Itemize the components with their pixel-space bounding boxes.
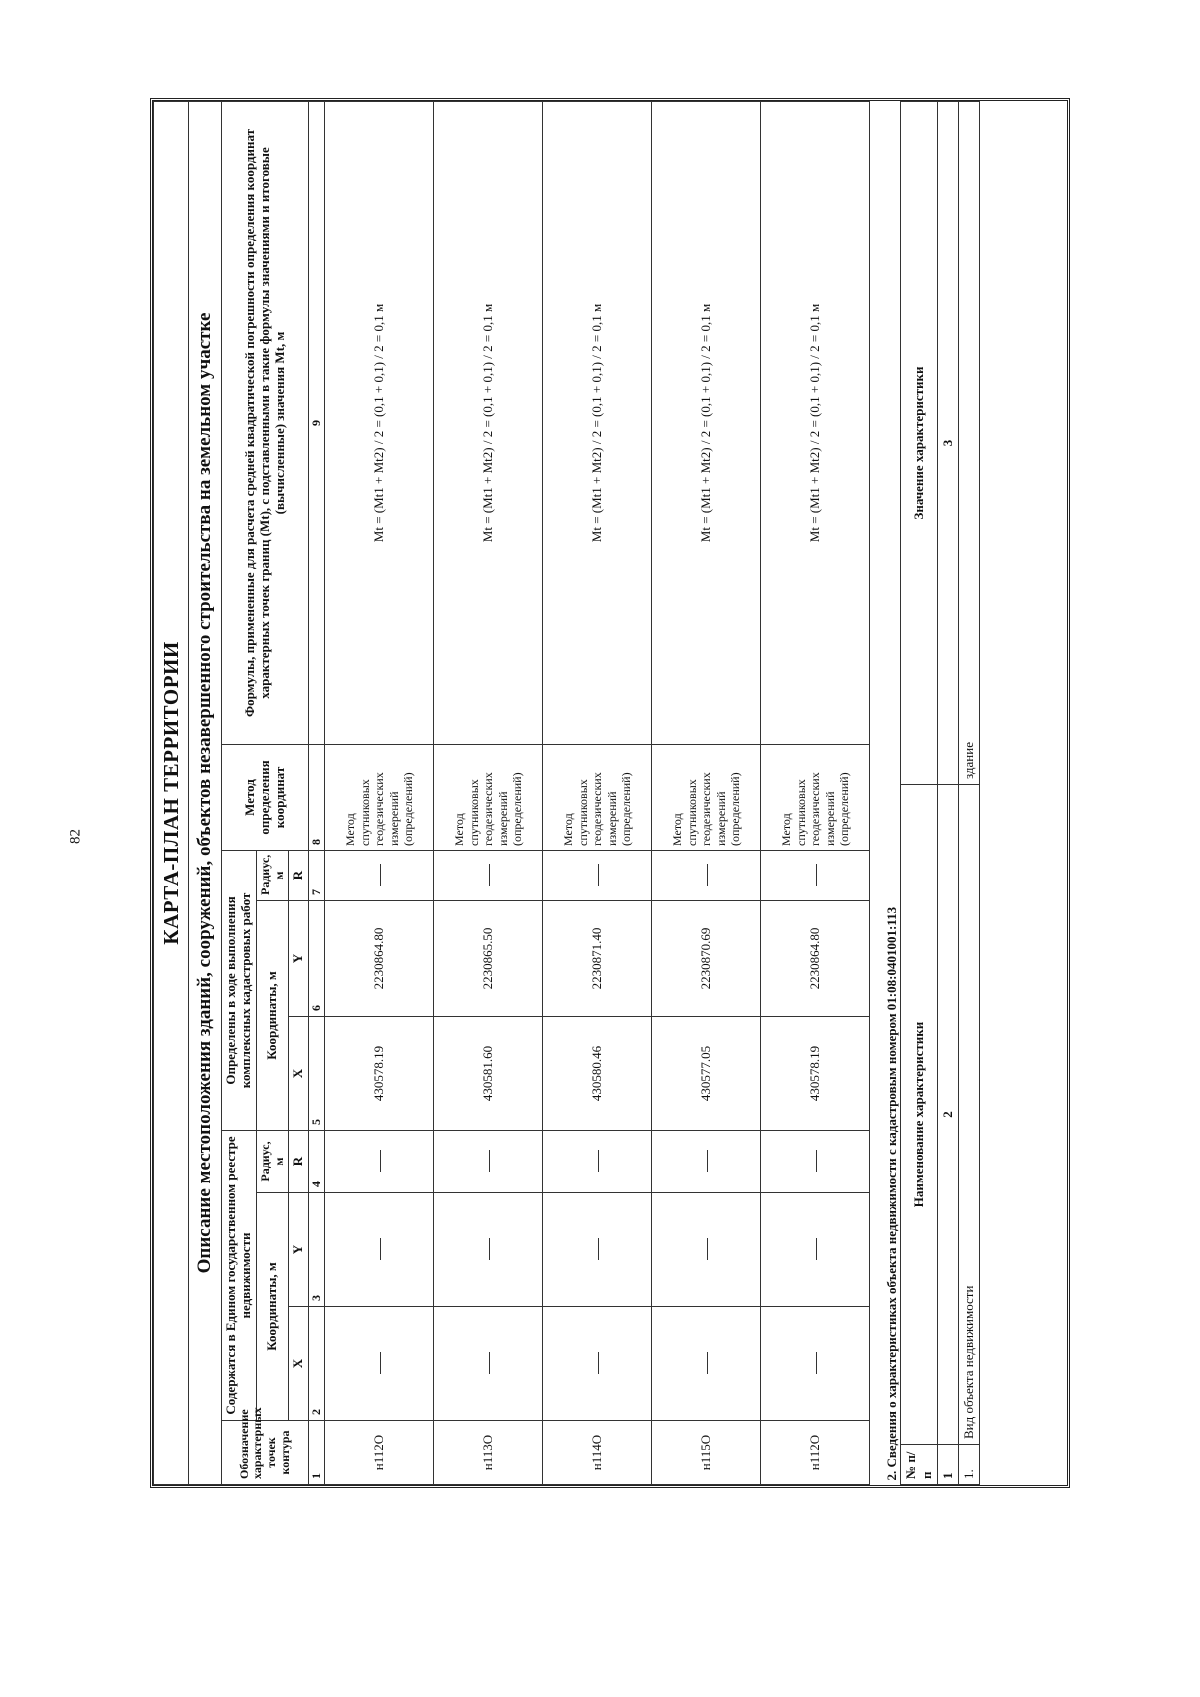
egrn-x-cell xyxy=(434,1307,543,1421)
header-det-coords: Координаты, м xyxy=(256,901,289,1131)
formula-value: Mt = (Mt1 + Mt2) / 2 = (0,1 + 0,1) / 2 = 0,1 м xyxy=(652,102,761,745)
y-value: 2230864.80 xyxy=(325,901,434,1017)
header-determined: Определены в ходе выполнения комплексных кадастровых работ xyxy=(222,851,257,1131)
column-number: 9 xyxy=(309,102,325,745)
dash xyxy=(489,1353,490,1375)
radius-cell xyxy=(325,851,434,901)
header-egrn-coords: Координаты, м xyxy=(256,1193,289,1421)
x-value: 430581.60 xyxy=(434,1017,543,1131)
formula-value: Mt = (Mt1 + Mt2) / 2 = (0,1 + 0,1) / 2 = 0,1 м xyxy=(543,102,652,745)
dash xyxy=(380,1151,381,1173)
y-value: 2230871.40 xyxy=(543,901,652,1017)
y-value: 2230865.50 xyxy=(434,901,543,1017)
char-header-name: Наименование характеристики xyxy=(901,785,938,1445)
header-method: Метод определения координат xyxy=(222,745,309,851)
x-value: 430580.46 xyxy=(543,1017,652,1131)
method-value: Метод спутниковых геодезических измерений (определений) xyxy=(434,745,543,851)
characteristics-title: 2. Сведения о характеристиках объекта недвижимости с кадастровым номером 01:08:0401001:113 xyxy=(884,906,900,1481)
column-number: 5 xyxy=(309,1017,325,1131)
column-number: 4 xyxy=(309,1131,325,1193)
egrn-r-cell xyxy=(761,1131,870,1193)
column-number: 7 xyxy=(309,851,325,901)
char-header-value: Значение характеристики xyxy=(901,102,938,785)
egrn-y-cell xyxy=(543,1193,652,1307)
table-row xyxy=(543,102,652,1485)
point-name: н114О xyxy=(543,1421,652,1485)
dash xyxy=(380,1239,381,1261)
dash xyxy=(598,1239,599,1261)
column-number: 3 xyxy=(309,1193,325,1307)
egrn-r-cell xyxy=(325,1131,434,1193)
char-row-name: Вид объекта недвижимости xyxy=(959,785,980,1445)
header-egrn: Содержатся в Едином государственном реестре недвижимости xyxy=(222,1131,257,1421)
dash xyxy=(816,1239,817,1261)
radius-cell xyxy=(543,851,652,901)
dash xyxy=(380,1353,381,1375)
egrn-x-cell xyxy=(325,1307,434,1421)
radius-cell xyxy=(761,851,870,901)
formula-value: Mt = (Mt1 + Mt2) / 2 = (0,1 + 0,1) / 2 = 0,1 м xyxy=(434,102,543,745)
point-name: н112О xyxy=(325,1421,434,1485)
dash xyxy=(489,865,490,887)
dash xyxy=(489,1151,490,1173)
header-det-x: X xyxy=(289,1017,309,1131)
egrn-x-cell xyxy=(543,1307,652,1421)
table-row xyxy=(761,102,870,1485)
dash xyxy=(707,1239,708,1261)
char-row-value: здание xyxy=(959,102,980,785)
column-number: 1 xyxy=(309,1421,325,1485)
method-value: Метод спутниковых геодезических измерений (определений) xyxy=(652,745,761,851)
method-value: Метод спутниковых геодезических измерений (определений) xyxy=(543,745,652,851)
characteristics-table xyxy=(880,101,980,1485)
egrn-r-cell xyxy=(434,1131,543,1193)
column-number: 8 xyxy=(309,745,325,851)
dash xyxy=(816,865,817,887)
egrn-x-cell xyxy=(652,1307,761,1421)
egrn-x-cell xyxy=(761,1307,870,1421)
dash xyxy=(598,1353,599,1375)
rotated-document xyxy=(150,98,1070,1488)
egrn-r-cell xyxy=(652,1131,761,1193)
char-column-number: 1 xyxy=(938,1445,959,1485)
y-value: 2230864.80 xyxy=(761,901,870,1017)
header-egrn-x: X xyxy=(289,1307,309,1421)
radius-cell xyxy=(652,851,761,901)
method-value: Метод спутниковых геодезических измерений (определений) xyxy=(761,745,870,851)
dash xyxy=(489,1239,490,1261)
egrn-y-cell xyxy=(652,1193,761,1307)
document-title: КАРТА-ПЛАН ТЕРРИТОРИИ xyxy=(154,102,189,1485)
table-row xyxy=(652,102,761,1485)
header-egrn-y: Y xyxy=(289,1193,309,1307)
document-sheet xyxy=(150,98,1070,1488)
egrn-y-cell xyxy=(761,1193,870,1307)
header-det-r: R xyxy=(289,851,309,901)
dash xyxy=(816,1151,817,1173)
dash xyxy=(816,1353,817,1375)
egrn-r-cell xyxy=(543,1131,652,1193)
dash xyxy=(707,1151,708,1173)
y-value: 2230870.69 xyxy=(652,901,761,1017)
method-value: Метод спутниковых геодезических измерений (определений) xyxy=(325,745,434,851)
formula-value: Mt = (Mt1 + Mt2) / 2 = (0,1 + 0,1) / 2 = 0,1 м xyxy=(325,102,434,745)
dash xyxy=(598,865,599,887)
char-column-number: 2 xyxy=(938,785,959,1445)
column-number: 2 xyxy=(309,1307,325,1421)
radius-cell xyxy=(434,851,543,901)
dash xyxy=(380,865,381,887)
point-name: н115О xyxy=(652,1421,761,1485)
table-row xyxy=(434,102,543,1485)
section-title: Описание местоположения зданий, сооружений, объектов незавершенного строительства на земельном участке xyxy=(189,102,222,1485)
header-det-radius: Радиус, м xyxy=(256,851,289,901)
x-value: 430578.19 xyxy=(325,1017,434,1131)
egrn-y-cell xyxy=(325,1193,434,1307)
char-row-number: 1. xyxy=(959,1445,980,1485)
header-formula: Формулы, примененные для расчета средней квадратической погрешности определения координат характерных точек границ (Mt), с подставленными в такие формулы значениями и итоговые (вычисленные) значения Mt, м xyxy=(222,102,309,745)
char-column-number: 3 xyxy=(938,102,959,785)
point-name: н113О xyxy=(434,1421,543,1485)
header-egrn-radius: Радиус, м xyxy=(256,1131,289,1193)
char-header-number: № п/п xyxy=(901,1445,938,1485)
x-value: 430578.19 xyxy=(761,1017,870,1131)
x-value: 430577.05 xyxy=(652,1017,761,1131)
header-det-y: Y xyxy=(289,901,309,1017)
table-row xyxy=(325,102,434,1485)
table-row xyxy=(959,102,980,1485)
formula-value: Mt = (Mt1 + Mt2) / 2 = (0,1 + 0,1) / 2 = 0,1 м xyxy=(761,102,870,745)
dash xyxy=(707,1353,708,1375)
dash xyxy=(598,1151,599,1173)
dash xyxy=(707,865,708,887)
column-number: 6 xyxy=(309,901,325,1017)
header-egrn-r: R xyxy=(289,1131,309,1193)
coordinates-table xyxy=(153,101,870,1485)
point-name: н112О xyxy=(761,1421,870,1485)
egrn-y-cell xyxy=(434,1193,543,1307)
header-designation: Обозначение характерных точек контура xyxy=(222,1421,309,1485)
page-number: 82 xyxy=(67,829,84,844)
section-gap xyxy=(870,101,880,1485)
